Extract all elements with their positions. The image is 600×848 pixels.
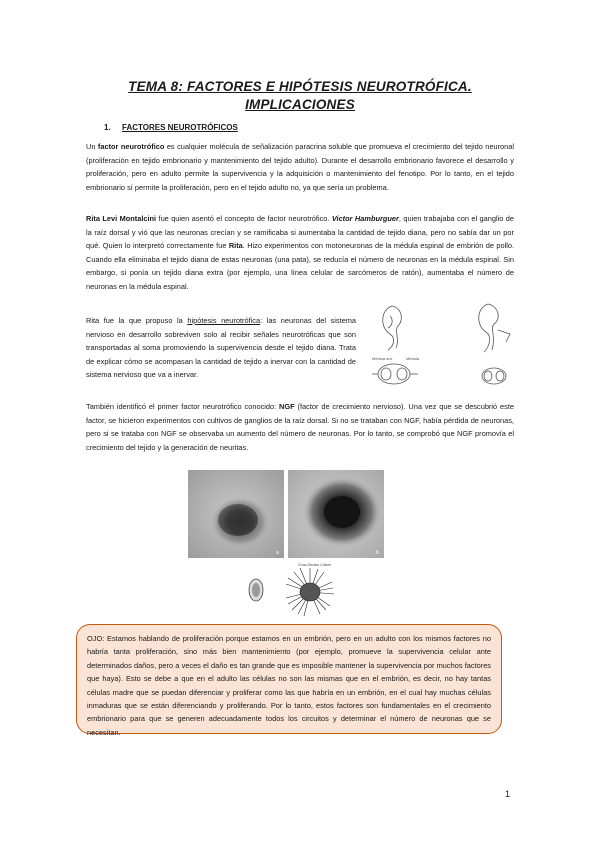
- section-title: FACTORES NEUROTRÓFICOS: [122, 123, 238, 132]
- page-title-line2: IMPLICACIONES: [245, 97, 355, 112]
- text-span: . Hizo experimentos con motoneuronas de la médula espinal de embrión de pollo. Cuando ella eliminaba el tejido diana de estas neuronas (una pata), se reducía el número de neuronas en la médula espinal. Sin embargo, si ponía un tejido diana extra (por ejemplo, una línea celular de sarcómeros de ratón), aumentaba el número de neuronas en la médula espinal.: [86, 241, 515, 291]
- drg-culture-drawings: [238, 560, 338, 618]
- bold-term: factor neurotrófico: [97, 142, 165, 151]
- paragraph-levi-montalcini: [86, 212, 514, 294]
- bold-name: Rita Levi Montalcini: [86, 214, 157, 223]
- text-span: Un: [86, 142, 98, 151]
- underlined-term: hipótesis neurotrófica: [187, 316, 261, 325]
- paragraph-definition: [86, 140, 514, 194]
- text-span: También identificó el primer factor neurotrófico conocido:: [86, 402, 280, 411]
- bold-term: NGF: [279, 402, 295, 411]
- paragraph-ngf: [86, 400, 514, 454]
- panel-label-b: b: [376, 550, 379, 556]
- text-span: : las neuronas del sistema nervioso en desarrollo sobreviven solo al recibir señales neurotróficas que son transportadas al soma promoviendo la supervivencia desde el tejido diana. Trata de explicar cómo se acompasan la cantidad de tejido a inervar con la cantidad de sistema nervioso que va a inervar.: [86, 316, 357, 380]
- text-span: fue quien asentó el concepto de factor neurotrófico.: [156, 214, 332, 223]
- text-span: es cualquier molécula de señalización paracrina soluble que promueva el crecimiento del tejido neuronal (proliferación en tejido embrionario y mantenimiento del tejido adulto). Durante el desarrollo embrionario favorece el desarrollo y proliferación, pero en adulto permite la supervivencia y la adquisición o mantenimiento del fenotipo. Por lo tanto, en el tejido embrionario sí permite la proliferación, pero en el tejido adulto no, ya que sería un problema.: [86, 142, 515, 192]
- italic-name: Victor Hamburguer: [331, 214, 399, 223]
- paragraph-hypothesis: [86, 314, 356, 382]
- bold-name: Rita: [228, 241, 243, 251]
- page-title: TEMA 8: FACTORES E HIPÓTESIS NEUROTRÓFICA.: [128, 79, 472, 94]
- note-text: OJO: Estamos hablando de proliferación porque estamos en un embrión, pero en un adulto con los mismos factores no habría tanta proliferación, sino más bien mantenimiento (por ejemplo, promueve la supervivencia celular ante determinados daños, pero a veces el daño es tan grande que es imposible mantener la supervivencia por muchos factores que haya). Esto se debe a que en el adulto las células no son las mismas que en el embrión, es decir, no hay tantas células madre que se puedan diferenciar y proliferar como las que habría en un embrión, en el cual hay muchas células inmaduras que se están diferenciando y proliferando. Por lo tanto, estos factores son fundamentales en el crecimiento embrionario para que se generen adecuadamente todos los circuitos y determinar el número de neuronas que se necesitan.: [87, 634, 491, 737]
- text-span: , quien trabajaba con el ganglio de la raíz dorsal y vió que las neuronas crecían y se ramificaba si aumentaba la cantidad de tejido diana, pero no sabía dar un por qué. Quien lo interpretó correctamente fue: [86, 214, 515, 251]
- note-box: [76, 624, 502, 737]
- diagram-label-right: Médula: [406, 356, 420, 361]
- text-span: (factor de crecimiento nervioso). Una vez que se descubrió este factor, se hicieron experimentos con cultivos de ganglios de la raíz dorsal. Si no se trataban con NGF, había pérdida de neuronas, pero si se trataba con NGF se observaba un aumento del número de neuronas. Por lo tanto, se comprobó que NGF promovía el crecimiento del tejido y la generación de neuritas.: [86, 402, 514, 452]
- diagram-label-left: Médula ant.: [372, 356, 393, 361]
- section-number: 1.: [104, 123, 111, 132]
- drawing-caption: Cross-Section Culture: [298, 563, 332, 567]
- section-heading: [104, 123, 238, 132]
- chick-embryo-diagram: [370, 300, 518, 396]
- panel-label-a: a: [276, 550, 279, 556]
- drg-culture-micrographs: [188, 470, 384, 558]
- text-span: Rita fue la que propuso la: [86, 316, 188, 325]
- page-number: 1: [505, 789, 511, 799]
- small-ganglion-drawing: [249, 579, 263, 601]
